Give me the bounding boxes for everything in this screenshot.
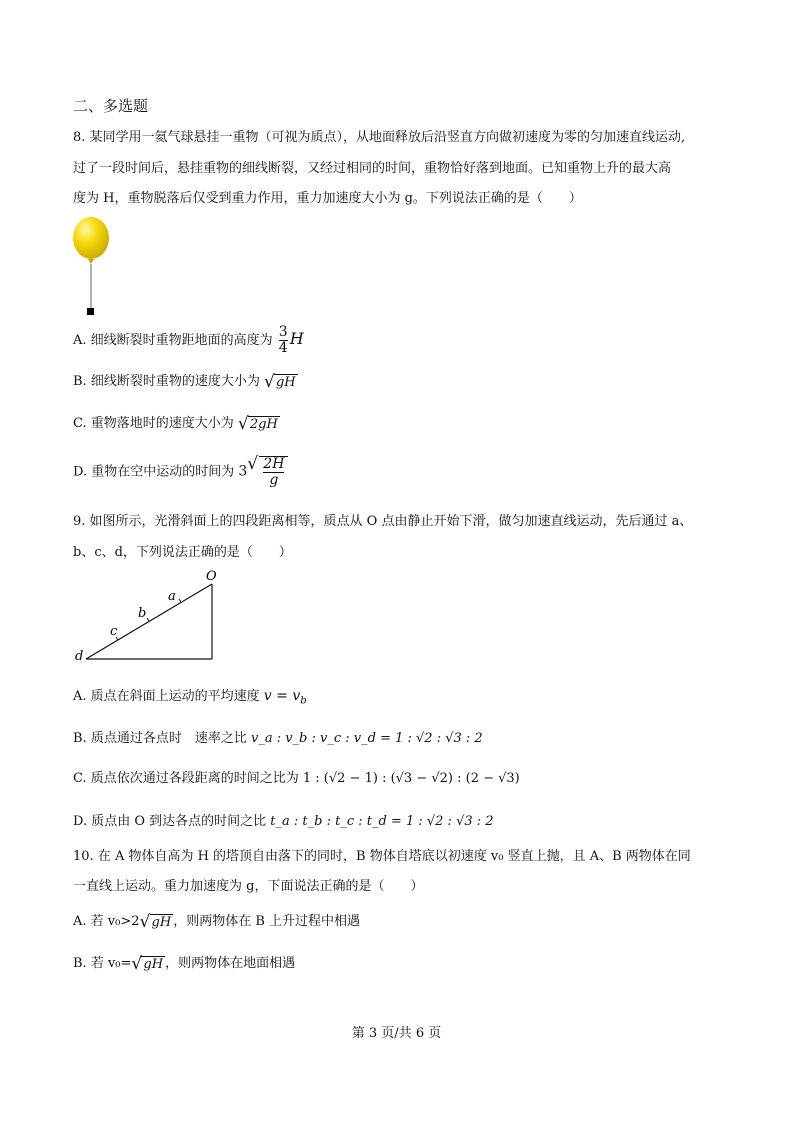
q9-stem-line1: 9. 如图所示，光滑斜面上的四段距离相等，质点从 O 点由静止开始下滑，做匀加速直线运动，先后通过 a、 (73, 514, 693, 529)
q10-stem-line2: 一直线上运动。重力加速度为 g，下面说法正确的是（ ） (73, 879, 424, 894)
label-c: c (110, 624, 118, 639)
weight-block (87, 308, 94, 315)
balloon-figure (70, 215, 115, 320)
q9-option-a: A. 质点在斜面上运动的平均速度 $v = v_b$ (73, 688, 307, 707)
q8-option-a: A. 细线断裂时重物距地面的高度为 $\frac{3}{4}$ H (73, 324, 304, 356)
q8-option-c: C. 重物落地时的速度大小为 √ 2gH (73, 412, 280, 432)
q10-stem-line1: 10. 在 A 物体自高为 H 的塔顶自由落下的同时，B 物体自塔底以初速度 v₀ 竖直上抛，且 A、B 两物体在同 (73, 849, 691, 864)
q8-stem-line2: 过了一段时间后，悬挂重物的细线断裂，又经过相同的时间，重物恰好落到地面。已知重物上升的最大高 (73, 161, 672, 176)
page-footer: 第 3 页/共 6 页 (351, 1026, 442, 1041)
q8-stem-line1: 8. 某同学用一氦气球悬挂一重物（可视为质点），从地面释放后沿竖直方向做初速度为零的匀加速直线运动, (73, 130, 686, 145)
label-d: d (75, 649, 84, 664)
q8-option-d: D. 重物在空中运动的时间为 3 √ $\frac{2H}{g}$ (73, 456, 288, 488)
q10-option-a: A. 若 v₀>2√ gH ，则两物体在 B 上升过程中相遇 (73, 910, 360, 930)
q9-option-d: D. 质点由 O 到达各点的时间之比 t_a : t_b : t_c : t_d = 1 : √2 : √3 : 2 (73, 814, 494, 829)
balloon-icon (73, 217, 109, 259)
q9-option-c: C. 质点依次通过各段距离的时间之比为 1 : (√2 − 1) : (√3 − √2) : (2 − √3) (73, 771, 520, 786)
incline-diagram (72, 568, 232, 668)
incline-hypotenuse (86, 584, 212, 659)
label-b: b (138, 606, 147, 621)
section-title: 二、多选题 (73, 97, 149, 115)
label-O: O (206, 569, 217, 584)
q9-stem-line2: b、c、d，下列说法正确的是（ ） (73, 545, 292, 560)
label-a: a (168, 589, 176, 604)
q8-stem-line3: 度为 H，重物脱落后仅受到重力作用，重力加速度大小为 g。下列说法正确的是（ ） (73, 191, 582, 206)
q8-option-b: B. 细线断裂时重物的速度大小为 √ gH (73, 370, 298, 390)
q10-option-b: B. 若 v₀=√ gH ，则两物体在地面相遇 (73, 952, 295, 972)
q9-option-b: B. 质点通过各点时 速率之比 v_a : v_b : v_c : v_d = 1 : √2 : √3 : 2 (73, 731, 483, 746)
